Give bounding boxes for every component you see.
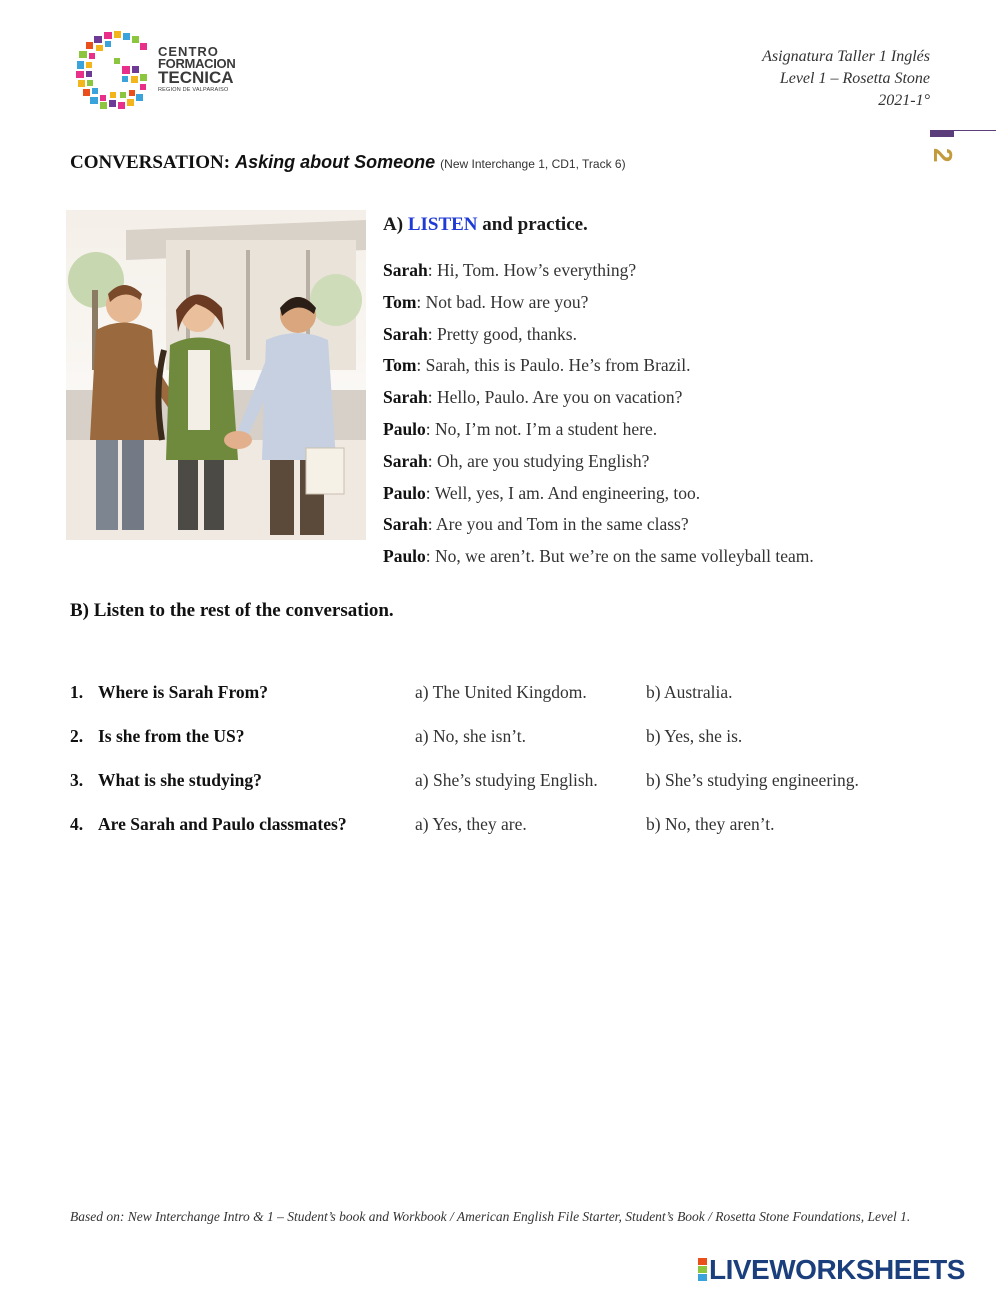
dialog-speaker: Sarah xyxy=(383,450,428,471)
dialog-text: : No, we aren’t. But we’re on the same volleyball team. xyxy=(425,546,814,567)
question-text: What is she studying? xyxy=(98,770,262,790)
dialog-text: : Hello, Paulo. Are you on vacation? xyxy=(427,387,683,408)
footer-credits: Based on: New Interchange Intro & 1 – Student’s book and Workbook / American English File Starter, Student’s Book / Rosetta Stone Foundations, Level 1. xyxy=(70,1209,911,1224)
dialog-line xyxy=(383,447,943,479)
course-subject: Asignatura Taller 1 Inglés xyxy=(762,48,930,65)
question-number: 2. xyxy=(70,726,84,746)
dialog-line xyxy=(383,479,943,511)
question-text: Is she from the US? xyxy=(98,726,245,746)
question-row xyxy=(70,814,950,858)
dialog-speaker: Sarah xyxy=(383,387,428,408)
logo-line-3: TECNICA xyxy=(158,68,234,87)
question-number: 3. xyxy=(70,770,84,790)
dialog-line xyxy=(383,542,943,574)
dialog-lines xyxy=(383,256,943,574)
dialog-speaker: Paulo xyxy=(383,418,426,439)
logo-line-2: FORMACION xyxy=(158,56,236,71)
question-row xyxy=(70,682,950,726)
section-a-instruction: and practice. xyxy=(482,214,588,235)
course-level: Level 1 – Rosetta Stone xyxy=(779,70,930,87)
dialog-line xyxy=(383,383,943,415)
page-number: 2 xyxy=(928,148,958,163)
question-row xyxy=(70,726,950,770)
dialog-speaker: Paulo xyxy=(383,482,426,503)
listen-keyword: LISTEN xyxy=(407,214,478,235)
page-title xyxy=(70,152,626,174)
dialog-text: : Sarah, this is Paulo. He’s from Brazil. xyxy=(416,355,691,376)
dialog-text: : Oh, are you studying English? xyxy=(427,450,650,471)
question-text: Where is Sarah From? xyxy=(98,682,268,702)
dialog-text: : No, I’m not. I’m a student here. xyxy=(425,418,658,439)
course-info xyxy=(762,46,930,112)
dialog-speaker: Tom xyxy=(383,291,417,312)
option-a[interactable]: a) She’s studying English. xyxy=(415,770,598,790)
dialog-line xyxy=(383,415,943,447)
dialog-speaker: Sarah xyxy=(383,260,428,280)
brand-name: LIVEWORKSHEETS xyxy=(709,1254,965,1285)
dialog-text: : Not bad. How are you? xyxy=(416,291,589,312)
question-list xyxy=(70,682,950,858)
liveworksheets-brand[interactable] xyxy=(698,1254,998,1284)
dialog-text: : Pretty good, thanks. xyxy=(427,323,577,344)
logo-line-1: CENTRO xyxy=(158,44,219,59)
dialog-speaker: Paulo xyxy=(383,546,426,567)
dialog-text: : Hi, Tom. How’s everything? xyxy=(427,260,637,280)
option-b[interactable]: b) Australia. xyxy=(646,682,733,702)
question-row xyxy=(70,770,950,814)
dialog-line xyxy=(383,510,943,542)
logo-mosaic-icon xyxy=(74,30,158,110)
question-number: 1. xyxy=(70,682,84,702)
option-a[interactable]: a) No, she isn’t. xyxy=(415,726,526,746)
dialog-speaker: Tom xyxy=(383,355,417,376)
question-text: Are Sarah and Paulo classmates? xyxy=(98,814,347,834)
dialog-speaker: Sarah xyxy=(383,514,428,535)
section-b-heading: B) Listen to the rest of the conversation. xyxy=(70,600,394,621)
option-a[interactable]: a) Yes, they are. xyxy=(415,814,527,834)
dialog-line xyxy=(383,256,943,288)
logo-line-4: REGION DE VALPARAISO xyxy=(158,87,229,93)
brand-blocks-icon xyxy=(698,1258,707,1282)
dialog-speaker: Sarah xyxy=(383,323,428,344)
conversation-illustration xyxy=(66,210,366,540)
question-number: 4. xyxy=(70,814,84,834)
school-logo xyxy=(74,30,274,110)
page-tab-bar xyxy=(930,131,954,137)
option-b[interactable]: b) Yes, she is. xyxy=(646,726,743,746)
option-a[interactable]: a) The United Kingdom. xyxy=(415,682,587,702)
dialog-line xyxy=(383,320,943,352)
option-b[interactable]: b) She’s studying engineering. xyxy=(646,770,859,790)
title-source: (New Interchange 1, CD1, Track 6) xyxy=(440,157,626,171)
logo-wordmark xyxy=(158,46,235,94)
people-handshake-icon xyxy=(66,210,366,540)
dialog-line xyxy=(383,351,943,383)
dialog-text: : Well, yes, I am. And engineering, too. xyxy=(425,482,701,503)
title-topic: Asking about Someone xyxy=(235,152,436,172)
dialog-text: : Are you and Tom in the same class? xyxy=(427,514,689,535)
section-a-heading xyxy=(383,214,588,236)
dialog-line xyxy=(383,288,943,320)
option-b[interactable]: b) No, they aren’t. xyxy=(646,814,775,834)
course-term: 2021-1° xyxy=(878,92,930,109)
section-a-prefix: A) xyxy=(383,214,404,235)
title-label: CONVERSATION: xyxy=(70,152,231,173)
